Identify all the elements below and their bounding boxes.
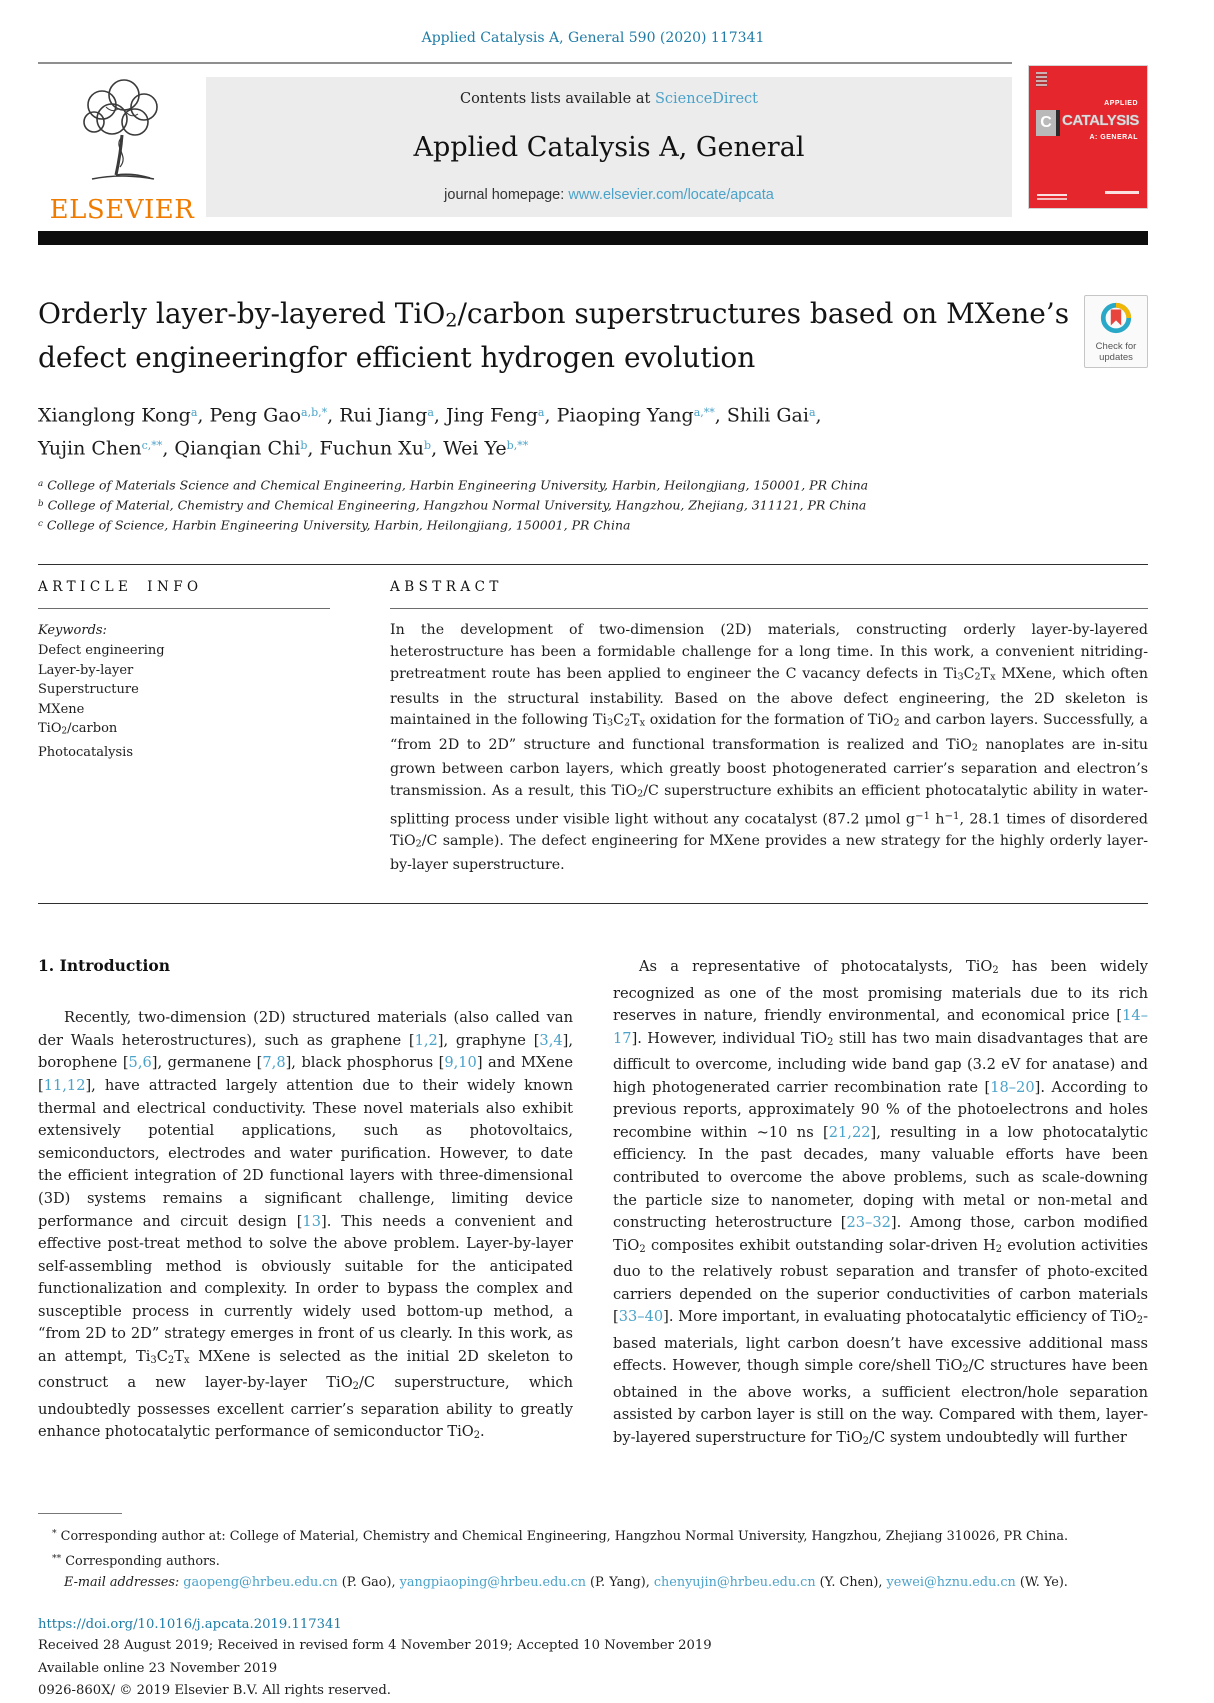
cover-footer-text-left <box>1037 194 1067 196</box>
section-heading-introduction: 1. Introduction <box>38 956 170 976</box>
text-segment: , Shili Gai <box>714 404 809 427</box>
text-segment: Corresponding author at: College of Material, Chemistry and Chemical Engineering, Hangzhou Normal University, Hangzhou, Zhejiang 310026, PR China. <box>56 1529 1069 1545</box>
text-segment: x <box>183 1354 190 1366</box>
text-segment: b <box>38 499 44 510</box>
section-divider-top <box>38 564 1148 565</box>
inline-link[interactable]: yewei@hznu.edu.cn <box>886 1575 1016 1591</box>
text-segment: , Peng Gao <box>197 404 302 427</box>
keyword-item <box>38 680 330 700</box>
keyword-item <box>38 700 330 720</box>
article-info-abstract-row <box>38 579 1148 877</box>
text-segment: As a representative of photocatalysts, TiO <box>639 958 993 976</box>
title-row <box>38 295 1148 376</box>
text-segment: 3 <box>606 718 614 730</box>
text-segment: 2 <box>473 1430 481 1442</box>
text-segment: composites exhibit outstanding solar-driven H <box>645 1236 996 1254</box>
text-segment: Photocatalysis <box>38 744 134 760</box>
crossmark-icon <box>1099 301 1133 335</box>
text-segment: /C superstructure exhibits an efficient photocatalytic ability in water-splitting process under visible light without any cocatalyst (87.2 μmol g <box>390 783 1148 828</box>
text-segment: , 28.1 times of disordered TiO <box>390 811 1148 849</box>
text-segment: E-mail addresses: <box>64 1575 180 1591</box>
text-segment: /carbon superstructures based on MXene’s <box>457 297 1070 330</box>
journal-title: Applied Catalysis A, General <box>413 131 805 163</box>
article-title <box>38 295 1076 376</box>
text-segment: 2 <box>862 1435 870 1447</box>
text-segment: 2 <box>962 1364 969 1376</box>
article-info-rule <box>38 608 330 609</box>
inline-link[interactable]: 18–20 <box>990 1078 1035 1096</box>
text-segment: /C sample). The defect engineering for MXene provides a new strategy for the highly orderly layer-by-layer superstructure. <box>390 832 1148 874</box>
text-segment: b <box>300 438 308 452</box>
elsevier-wordmark: ELSEVIER <box>49 195 195 225</box>
text-segment: T <box>980 666 991 683</box>
text-segment: and carbon layers. Successfully, a “from 2D to 2D” structure and functional transformation is realized and TiO <box>390 712 1148 753</box>
text-segment: a <box>427 406 434 420</box>
text-segment: TiO <box>38 721 62 737</box>
text-segment: 3 <box>957 671 964 683</box>
email-addresses-line <box>38 1572 1148 1594</box>
text-segment: Recently, two-dimension (2D) structured materials (also called van der Waals heterostructures), such as graphene [ <box>38 1009 573 1049</box>
text-segment: ], black phosphorus [ <box>285 1054 445 1072</box>
text-segment: (W. Ye). <box>1015 1575 1068 1591</box>
text-segment: 2 <box>827 1036 834 1048</box>
text-segment: journal homepage: <box>444 187 569 203</box>
text-segment: 2 <box>893 718 900 730</box>
text-segment: , Rui Jiang <box>327 404 428 427</box>
article-info-column <box>38 579 330 877</box>
header-divider-bar <box>38 231 1148 245</box>
text-segment: T <box>630 712 640 729</box>
text-segment: 2 <box>352 1381 359 1393</box>
text-segment: has been widely recognized as one of the most promising materials due to its rich reserves in nature, friendly environmental, and economical price [ <box>613 958 1148 1025</box>
text-segment: ] and MXene [ <box>38 1054 574 1094</box>
text-segment: x <box>639 718 645 730</box>
journal-header <box>38 62 1148 225</box>
text-segment: −1 <box>914 810 931 822</box>
text-segment: Contents lists available at <box>459 91 655 107</box>
text-segment: ], germanene [ <box>151 1054 263 1072</box>
inline-link[interactable]: gaopeng@hrbeu.edu.cn <box>183 1575 338 1591</box>
article-info-heading: ARTICLE INFO <box>38 579 203 596</box>
text-segment: ], borophene [ <box>38 1031 573 1072</box>
right-column <box>613 956 1148 1453</box>
text-segment: 2 <box>974 671 981 683</box>
text-segment: a <box>38 479 44 490</box>
text-segment: MXene is selected as the initial 2D skeleton to construct a new layer-by-layer TiO <box>38 1348 573 1392</box>
text-segment: , Wei Ye <box>431 437 507 460</box>
cover-c-logo: C <box>1036 110 1056 136</box>
text-segment: 3 <box>150 1354 157 1366</box>
inline-link[interactable]: ScienceDirect <box>654 91 759 107</box>
cover-applied-label: APPLIED <box>1104 100 1138 107</box>
text-segment: College of Material, Chemistry and Chemical Engineering, Hangzhou Normal University, Hangzhou, Zhejiang, 311121, PR China <box>43 497 867 513</box>
abstract-rule <box>390 608 1148 609</box>
text-segment: c,** <box>141 438 163 452</box>
text-segment: ]. Among those, carbon modified TiO <box>613 1214 1148 1254</box>
inline-link[interactable]: chenyujin@hrbeu.edu.cn <box>653 1575 816 1591</box>
keyword-item <box>38 743 330 763</box>
text-segment: ** <box>52 1552 62 1564</box>
text-segment: b,** <box>506 438 529 452</box>
text-segment: ]. However, individual TiO <box>631 1029 828 1047</box>
abstract-text <box>390 620 1148 877</box>
keyword-item <box>38 661 330 681</box>
text-segment: 2 <box>637 788 644 800</box>
text-segment: , Qianqian Chi <box>162 437 301 460</box>
author-line-2 <box>38 431 1148 464</box>
abstract-column <box>390 579 1148 877</box>
footnote-rule <box>38 1513 122 1514</box>
intro-paragraph-left <box>38 1007 573 1448</box>
article-title-line2: defect engineeringfor efficient hydrogen evolution <box>38 341 756 375</box>
text-segment: 2 <box>992 964 999 976</box>
elsevier-logo[interactable] <box>38 77 206 225</box>
elsevier-tree-icon <box>72 77 172 189</box>
text-segment: Orderly layer-by-layered TiO <box>38 297 446 330</box>
received-dates-line: Received 28 August 2019; Received in revised form 4 November 2019; Accepted 10 November 2019 <box>38 1638 712 1654</box>
text-segment: 2 <box>639 1243 646 1255</box>
text-segment: In the development of two-dimension (2D) materials, constructing orderly layer-by-layered heterostructure has been a formidable challenge for a long time. In this work, a convenient nitriding-pretreatment route has been applied to engineer the C vacancy defects in Ti <box>390 622 1148 683</box>
article-title-line1 <box>38 297 1069 330</box>
available-online-line: Available online 23 November 2019 <box>38 1660 278 1676</box>
journal-citation: Applied Catalysis A, General 590 (2020) 117341 <box>421 30 765 46</box>
text-segment: /carbon <box>67 721 118 737</box>
section-divider-abstract-bottom <box>38 903 1148 904</box>
text-segment: Xianglong Kong <box>38 404 191 427</box>
intro-paragraph-right <box>613 956 1148 1453</box>
text-segment: ]. This needs a convenient and effective post-treat method to solve the above problem. Layer-by-layer self-assembling method is obviously suitable for the anticipated functionalization and complexity. In order to bypass the complex and susceptible process in currently widely used bottom-up method, a “from 2D to 2D” strategy emerges in front of us clearly. In this work, as an attempt, Ti <box>38 1212 573 1366</box>
text-segment: Defect engineering <box>38 643 165 659</box>
journal-header-main <box>38 62 1012 225</box>
text-segment: oxidation for the formation of TiO <box>645 712 894 729</box>
keywords-label: Keywords: <box>38 623 107 639</box>
text-segment: b <box>424 438 432 452</box>
inline-link[interactable]: 1,2 <box>414 1031 438 1049</box>
text-segment: , Piaoping Yang <box>544 404 694 427</box>
introduction-columns <box>38 956 1148 1453</box>
text-segment: (Y. Chen), <box>815 1575 887 1591</box>
text-segment: , Fuchun Xu <box>307 437 425 460</box>
text-segment: , Jing Feng <box>433 404 538 427</box>
journal-cover-thumbnail[interactable] <box>1028 65 1148 209</box>
text-segment: ]. According to previous reports, approximately 90 % of the photoelectrons and holes recombine within ~10 ns [ <box>613 1078 1148 1141</box>
text-segment: 2 <box>995 1243 1003 1255</box>
author-list <box>38 398 1148 463</box>
inline-link[interactable]: 21,22 <box>828 1123 871 1141</box>
text-segment: a <box>537 406 545 420</box>
text-segment: 2 <box>1136 1315 1144 1327</box>
check-for-updates-badge[interactable] <box>1084 295 1148 368</box>
author-line-1 <box>38 398 1148 431</box>
corresponding-authors-note <box>38 1548 1148 1572</box>
text-segment: , <box>815 404 822 427</box>
contents-line <box>216 91 1002 107</box>
inline-link[interactable]: www.elsevier.com/locate/apcata <box>568 187 774 203</box>
text-segment: 2 <box>623 718 631 730</box>
text-segment: C <box>613 712 624 729</box>
text-segment: Yujin Chen <box>38 437 142 460</box>
keyword-item <box>38 719 330 742</box>
text-segment: ], resulting in a low photocatalytic efficiency. In the past decades, many valuable efforts have been contributed to overcome the above problems, such as scale-downing the particle size to nanometer, doping with metal or non-metal and constructing heterostructure [ <box>613 1123 1148 1232</box>
journal-homepage <box>216 187 1002 203</box>
text-segment: 2 <box>971 742 978 754</box>
inline-link[interactable]: 9,10 <box>444 1054 477 1072</box>
text-segment: h <box>930 811 945 828</box>
inline-link[interactable]: 7,8 <box>262 1054 286 1072</box>
text-segment: C <box>156 1348 168 1366</box>
footnotes <box>38 1513 1148 1702</box>
text-segment: T <box>174 1348 184 1366</box>
inline-link[interactable]: yangpiaoping@hrbeu.edu.cn <box>399 1575 586 1591</box>
abstract-heading: ABSTRACT <box>390 579 503 596</box>
text-segment: C <box>963 666 975 683</box>
text-segment: Layer-by-layer <box>38 662 134 678</box>
text-segment: MXene <box>38 701 85 717</box>
text-segment: College of Science, Harbin Engineering University, Harbin, Heilongjiang, 150001, PR China <box>42 517 631 533</box>
text-segment: 2 <box>167 1354 175 1366</box>
affiliation-a <box>38 475 1148 495</box>
text-segment: ]. More important, in evaluating photocatalytic efficiency of TiO <box>663 1308 1137 1326</box>
text-segment: still has two main disadvantages that are difficult to overcome, including wide band gap (3.2 eV for anatase) and high photogenerated carrier recombination rate [ <box>613 1029 1149 1096</box>
text-segment: −1 <box>944 810 960 822</box>
inline-link[interactable]: 5,6 <box>128 1054 152 1072</box>
text-segment: -based materials, light carbon doesn’t have excessive additional mass effects. However, though simple core/shell TiO <box>613 1308 1148 1375</box>
text-segment: College of Materials Science and Chemical Engineering, Harbin Engineering University, Harbin, Heilongjiang, 150001, PR China <box>43 478 869 494</box>
inline-link[interactable]: 3,4 <box>539 1031 563 1049</box>
text-segment: x <box>990 671 996 683</box>
text-segment: a <box>190 406 198 420</box>
issn-copyright-line: 0926-860X/ © 2019 Elsevier B.V. All rights reserved. <box>38 1683 391 1699</box>
inline-link[interactable]: 23–32 <box>846 1214 891 1232</box>
text-segment: . <box>480 1423 485 1441</box>
text-segment: 2 <box>445 309 458 332</box>
text-segment: a,b,* <box>301 406 328 420</box>
affiliations <box>38 475 1148 534</box>
text-segment: a,** <box>693 406 715 420</box>
inline-link[interactable]: 14–17 <box>613 1007 1148 1047</box>
text-segment: a <box>808 406 816 420</box>
cover-c-strip <box>1056 110 1060 136</box>
text-segment: MXene, which often results in the structural instability. Based on the above defect engineering, the 2D skeleton is maintained in the following Ti <box>390 666 1148 729</box>
text-segment: Superstructure <box>38 682 139 698</box>
text-segment: * <box>52 1528 57 1540</box>
keyword-item <box>38 641 330 661</box>
inline-link[interactable]: 33–40 <box>618 1308 664 1326</box>
check-for-updates-label: Check for updates <box>1095 341 1137 363</box>
text-segment: nanoplates are in-situ grown between carbon layers, which greatly boost photogenerated carrier’s separation and electron’s transmission. As a result, this TiO <box>390 736 1148 800</box>
cover-footer-text-right <box>1105 191 1139 194</box>
text-segment: 2 <box>415 838 422 850</box>
text-segment: ], have attracted largely attention due to their widely known thermal and electrical conductivity. These novel materials also exhibit extensively potential applications, such as photovoltaics, semiconductors, electrodes and water purification. However, to date the efficient integration of 2D functional layers with three-dimensional (3D) systems remains a significant challenge, limiting device performance and circuit design [ <box>38 1076 573 1230</box>
affiliation-b <box>38 495 1148 515</box>
corresponding-author-note <box>38 1523 1148 1547</box>
inline-link[interactable]: 13 <box>302 1212 321 1230</box>
text-segment: 2 <box>61 727 68 738</box>
cover-subtitle-label: A: GENERAL <box>1089 134 1138 141</box>
cover-catalysis-label: CATALYSIS <box>1062 112 1139 129</box>
cover-publisher-mark <box>1036 72 1047 87</box>
text-segment: ], graphyne [ <box>437 1031 540 1049</box>
left-column <box>38 956 573 1453</box>
affiliation-c <box>38 515 1148 535</box>
text-segment: (P. Yang), <box>585 1575 654 1591</box>
inline-link[interactable]: 11,12 <box>43 1076 86 1094</box>
text-segment: Corresponding authors. <box>61 1553 220 1569</box>
doi-link[interactable]: https://doi.org/10.1016/j.apcata.2019.117341 <box>38 1616 342 1632</box>
text-segment: evolution activities duo to the relatively robust separation and transfer of photo-excited carriers depended on the superior conductivities of carbon materials [ <box>613 1236 1148 1326</box>
journal-info-box <box>206 77 1012 217</box>
text-segment: /C system undoubtedly will further <box>869 1428 1127 1446</box>
text-segment: /C structures have been obtained in the above works, a sufficient electron/hole separation assisted by carbon layer is still on the way. Compared with them, layer-by-layered superstructure for TiO <box>613 1357 1148 1446</box>
text-segment: (P. Gao), <box>337 1575 400 1591</box>
text-segment: c <box>38 518 43 529</box>
text-segment: /C superstructure, which undoubtedly possesses excellent carrier’s separation ability to greatly enhance photocatalytic performance of semiconductor TiO <box>38 1374 573 1441</box>
